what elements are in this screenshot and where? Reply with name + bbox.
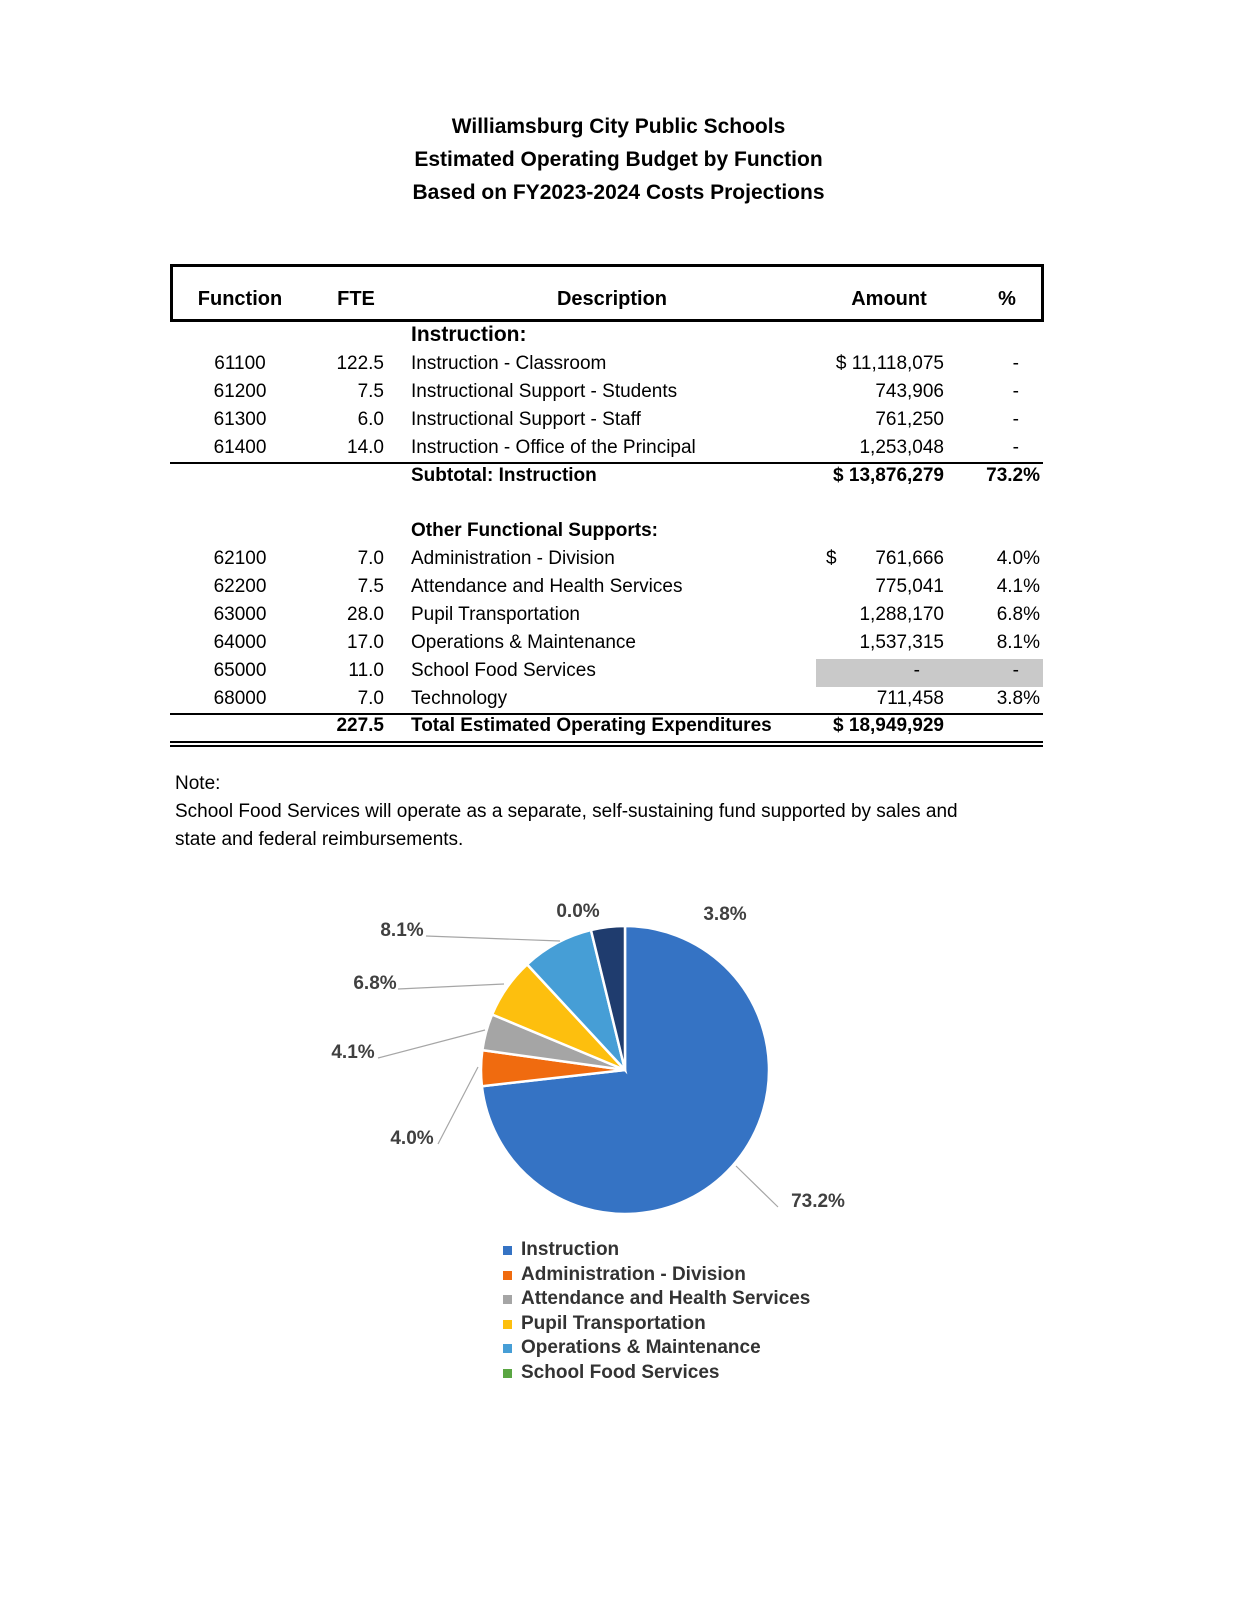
total-fte: 227.5 [336, 715, 384, 736]
amount: 1,288,170 [859, 604, 944, 625]
percent: - [1012, 409, 1019, 430]
section-other-heading: Other Functional Supports: [411, 520, 658, 541]
fte-value: 122.5 [336, 353, 384, 374]
page-title-line-2: Estimated Operating Budget by Function [414, 148, 823, 171]
fte-value: 14.0 [347, 437, 384, 458]
leader-line [438, 1067, 478, 1144]
double-rule-top [170, 741, 1043, 743]
legend-item-operations [503, 1336, 810, 1361]
function-code: 62200 [213, 576, 267, 597]
double-rule-bottom [170, 745, 1043, 747]
amount: 1,537,315 [859, 632, 944, 653]
fte-value: 7.0 [357, 548, 384, 569]
amount: $ 11,118,075 [835, 353, 944, 374]
function-code: 61300 [213, 409, 267, 430]
leader-line [736, 1166, 778, 1207]
data-label: 4.1% [331, 1042, 375, 1063]
percent: - [1012, 437, 1019, 458]
percent: - [1012, 660, 1019, 681]
amount: 761,666 [875, 548, 944, 569]
amount: 743,906 [875, 381, 944, 402]
header-function: Function [197, 288, 283, 310]
fte-value: 7.5 [357, 576, 384, 597]
data-label: 73.2% [791, 1191, 845, 1212]
amount: - [913, 660, 920, 681]
note-text-line-2: state and federal reimbursements. [175, 829, 464, 850]
chart-legend [503, 1238, 810, 1385]
legend-label: Attendance and Health Services [521, 1288, 811, 1309]
description: Attendance and Health Services [411, 576, 683, 597]
percent: - [1012, 353, 1019, 374]
function-code: 61100 [214, 353, 266, 374]
legend-swatch [503, 1295, 512, 1304]
legend-swatch [503, 1246, 512, 1255]
leader-line [398, 984, 504, 989]
page-title-line-3: Based on FY2023-2024 Costs Projections [412, 181, 825, 204]
function-code: 61400 [213, 437, 267, 458]
budget-pie-chart [0, 880, 1237, 1230]
description: Technology [411, 688, 508, 709]
legend-label: School Food Services [521, 1361, 720, 1383]
legend-item-attendance [503, 1287, 810, 1312]
legend-item-transportation [503, 1312, 810, 1337]
description: Pupil Transportation [411, 604, 580, 625]
percent: - [1012, 381, 1019, 402]
fte-value: 6.0 [357, 409, 384, 430]
function-code: 68000 [213, 688, 267, 709]
function-code: 61200 [213, 381, 267, 402]
description: Instructional Support - Students [411, 381, 678, 402]
legend-swatch [503, 1320, 512, 1329]
legend-label: Administration - Division [521, 1263, 746, 1285]
header-description: Description [556, 288, 668, 310]
fte-value: 7.0 [357, 688, 384, 709]
legend-label: Instruction [521, 1239, 620, 1260]
total-amount: $ 18,949,929 [833, 715, 944, 736]
legend-swatch [503, 1271, 512, 1280]
description: Instruction - Office of the Principal [411, 437, 696, 458]
function-code: 63000 [213, 604, 267, 625]
subtotal-amount: $ 13,876,279 [833, 465, 944, 486]
fte-value: 17.0 [347, 632, 384, 653]
description: Instructional Support - Staff [411, 409, 641, 430]
percent: 6.8% [996, 604, 1040, 625]
legend-swatch [503, 1369, 512, 1378]
section-instruction-heading: Instruction: [411, 323, 527, 346]
header-amount: Amount [851, 288, 927, 310]
page-title-line-1: Williamsburg City Public Schools [451, 115, 786, 138]
data-label: 3.8% [703, 904, 747, 925]
amount: 761,250 [875, 409, 944, 430]
amount: 711,458 [876, 688, 944, 709]
legend-item-food-services [503, 1361, 810, 1386]
note-text-line-1: School Food Services will operate as a separate, self-sustaining fund supported by sales and [175, 801, 958, 822]
function-code: 64000 [213, 632, 267, 653]
description: Operations & Maintenance [411, 632, 636, 653]
fte-value: 7.5 [357, 381, 384, 402]
data-label: 8.1% [380, 920, 424, 941]
function-code: 65000 [213, 660, 267, 681]
legend-item-instruction [503, 1238, 810, 1263]
fte-value: 11.0 [348, 660, 384, 681]
description: School Food Services [411, 660, 596, 681]
data-label: 6.8% [353, 973, 397, 994]
legend-item-administration [503, 1263, 810, 1288]
percent: 4.0% [996, 548, 1040, 569]
dollar-sign: $ [826, 548, 837, 569]
legend-label: Operations & Maintenance [521, 1337, 761, 1358]
amount: 775,041 [875, 576, 944, 597]
subtotal-label: Subtotal: Instruction [411, 465, 597, 486]
subtotal-percent: 73.2% [986, 465, 1040, 486]
description: Administration - Division [411, 548, 615, 569]
header-fte: FTE [337, 288, 375, 310]
data-label: 0.0% [556, 901, 600, 922]
description: Instruction - Classroom [411, 353, 607, 374]
fte-value: 28.0 [347, 604, 384, 625]
data-label: 4.0% [390, 1128, 434, 1149]
legend-swatch [503, 1344, 512, 1353]
note-label: Note: [175, 773, 221, 794]
percent: 3.8% [996, 688, 1040, 709]
header-percent: % [998, 288, 1016, 310]
function-code: 62100 [213, 548, 267, 569]
leader-line [426, 936, 560, 941]
amount: 1,253,048 [859, 437, 944, 458]
percent: 8.1% [996, 632, 1040, 653]
total-label: Total Estimated Operating Expenditures [411, 715, 772, 736]
leader-line [378, 1030, 485, 1058]
legend-label: Pupil Transportation [521, 1312, 706, 1334]
percent: 4.1% [996, 576, 1040, 597]
